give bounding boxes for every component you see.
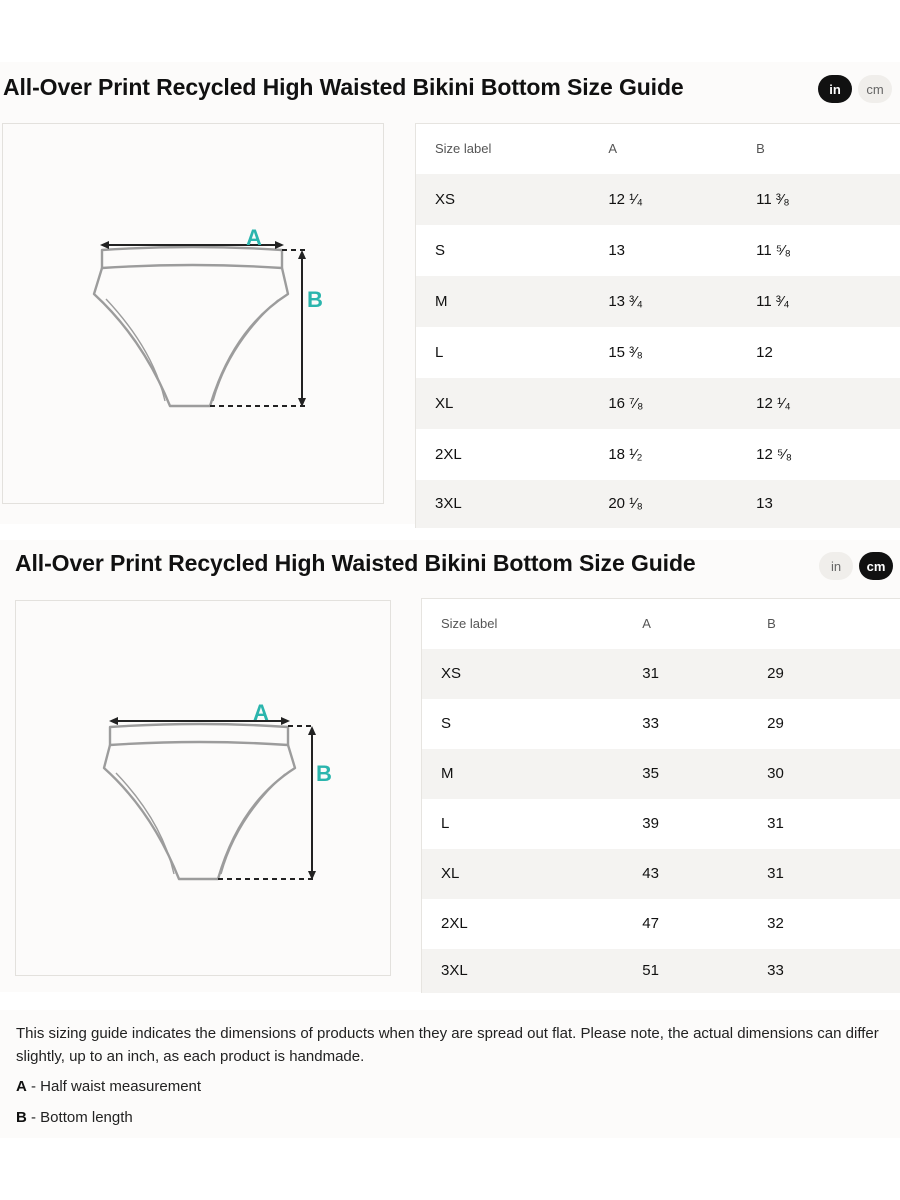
unit-toggle bbox=[819, 552, 893, 580]
b-cell: 11 ³⁄₈ bbox=[755, 174, 900, 225]
table-row bbox=[416, 225, 900, 276]
legend-b-key: B bbox=[16, 1109, 27, 1126]
a-cell: 47 bbox=[641, 899, 766, 949]
guide-title: All-Over Print Recycled High Waisted Bikini Bottom Size Guide bbox=[15, 550, 696, 576]
a-cell: 33 bbox=[641, 699, 766, 749]
b-cell: 33 bbox=[766, 949, 900, 993]
b-cell: 31 bbox=[766, 849, 900, 899]
unit-in-button[interactable]: in bbox=[818, 75, 852, 103]
legend-a-desc: - Half waist measurement bbox=[26, 1078, 202, 1095]
table-row bbox=[422, 799, 900, 849]
a-cell: 13 ³⁄₄ bbox=[607, 276, 755, 327]
b-cell: 13 bbox=[755, 480, 900, 528]
size-cell: S bbox=[422, 699, 642, 749]
a-cell: 39 bbox=[641, 799, 766, 849]
label-b: B bbox=[316, 761, 332, 786]
b-cell: 11 ⁵⁄₈ bbox=[755, 225, 900, 276]
bikini-bottom-illustration bbox=[16, 601, 390, 975]
unit-cm-button[interactable]: cm bbox=[859, 552, 893, 580]
size-cell: XL bbox=[416, 378, 608, 429]
b-cell: 11 ³⁄₄ bbox=[755, 276, 900, 327]
a-cell: 12 ¹⁄₄ bbox=[607, 174, 755, 225]
header-size-label: Size label bbox=[416, 124, 608, 174]
table-row bbox=[416, 480, 900, 528]
label-a: A bbox=[253, 700, 269, 725]
b-cell: 30 bbox=[766, 749, 900, 799]
b-cell: 31 bbox=[766, 799, 900, 849]
b-cell: 12 ¹⁄₄ bbox=[755, 378, 900, 429]
legend-b-desc: - Bottom length bbox=[26, 1109, 133, 1126]
label-a: A bbox=[246, 225, 262, 250]
a-cell: 51 bbox=[641, 949, 766, 993]
size-cell: 3XL bbox=[416, 480, 608, 528]
header-b: B bbox=[755, 124, 900, 174]
size-cell: XS bbox=[422, 649, 642, 699]
unit-cm-button[interactable]: cm bbox=[858, 75, 892, 103]
b-cell: 12 ⁵⁄₈ bbox=[755, 429, 900, 480]
size-cell: XS bbox=[416, 174, 608, 225]
label-b: B bbox=[307, 287, 323, 312]
measurement-diagram bbox=[15, 600, 391, 976]
table-row bbox=[422, 649, 900, 699]
table-row bbox=[422, 949, 900, 993]
measurement-diagram bbox=[2, 123, 384, 504]
size-table bbox=[415, 123, 900, 528]
b-cell: 32 bbox=[766, 899, 900, 949]
table-row bbox=[416, 276, 900, 327]
size-cell: 3XL bbox=[422, 949, 642, 993]
a-cell: 18 ¹⁄₂ bbox=[607, 429, 755, 480]
size-guide-centimeters bbox=[0, 540, 900, 992]
bikini-bottom-illustration bbox=[3, 124, 383, 503]
unit-toggle bbox=[818, 75, 892, 103]
size-cell: 2XL bbox=[416, 429, 608, 480]
size-cell: S bbox=[416, 225, 608, 276]
guide-title: All-Over Print Recycled High Waisted Bikini Bottom Size Guide bbox=[3, 74, 684, 100]
table-row bbox=[422, 849, 900, 899]
table-header bbox=[416, 124, 900, 174]
size-table bbox=[421, 598, 900, 993]
b-cell: 29 bbox=[766, 649, 900, 699]
notes-intro: This sizing guide indicates the dimensions of products when they are spread out flat. Please note, the actual dimensions can differ slightly, up to an inch, as each product is handmade. bbox=[16, 1025, 879, 1065]
a-cell: 16 ⁷⁄₈ bbox=[607, 378, 755, 429]
size-cell: XL bbox=[422, 849, 642, 899]
legend-a-key: A bbox=[16, 1078, 27, 1095]
size-cell: L bbox=[422, 799, 642, 849]
header-b: B bbox=[766, 599, 900, 649]
table-row bbox=[422, 899, 900, 949]
size-guide-inches bbox=[0, 62, 900, 524]
b-cell: 29 bbox=[766, 699, 900, 749]
table-row bbox=[422, 749, 900, 799]
table-row bbox=[422, 699, 900, 749]
size-guide-notes bbox=[0, 1010, 900, 1138]
b-cell: 12 bbox=[755, 327, 900, 378]
table-row bbox=[416, 174, 900, 225]
header-a: A bbox=[607, 124, 755, 174]
table-row bbox=[416, 327, 900, 378]
a-cell: 15 ³⁄₈ bbox=[607, 327, 755, 378]
header-a: A bbox=[641, 599, 766, 649]
a-cell: 35 bbox=[641, 749, 766, 799]
a-cell: 20 ¹⁄₈ bbox=[607, 480, 755, 528]
a-cell: 43 bbox=[641, 849, 766, 899]
table-header bbox=[422, 599, 900, 649]
header-size-label: Size label bbox=[422, 599, 642, 649]
table-row bbox=[416, 429, 900, 480]
a-cell: 13 bbox=[607, 225, 755, 276]
legend-b bbox=[16, 1106, 891, 1129]
unit-in-button[interactable]: in bbox=[819, 552, 853, 580]
table-row bbox=[416, 378, 900, 429]
size-cell: M bbox=[422, 749, 642, 799]
size-cell: L bbox=[416, 327, 608, 378]
a-cell: 31 bbox=[641, 649, 766, 699]
size-cell: M bbox=[416, 276, 608, 327]
legend-a bbox=[16, 1075, 891, 1098]
size-cell: 2XL bbox=[422, 899, 642, 949]
